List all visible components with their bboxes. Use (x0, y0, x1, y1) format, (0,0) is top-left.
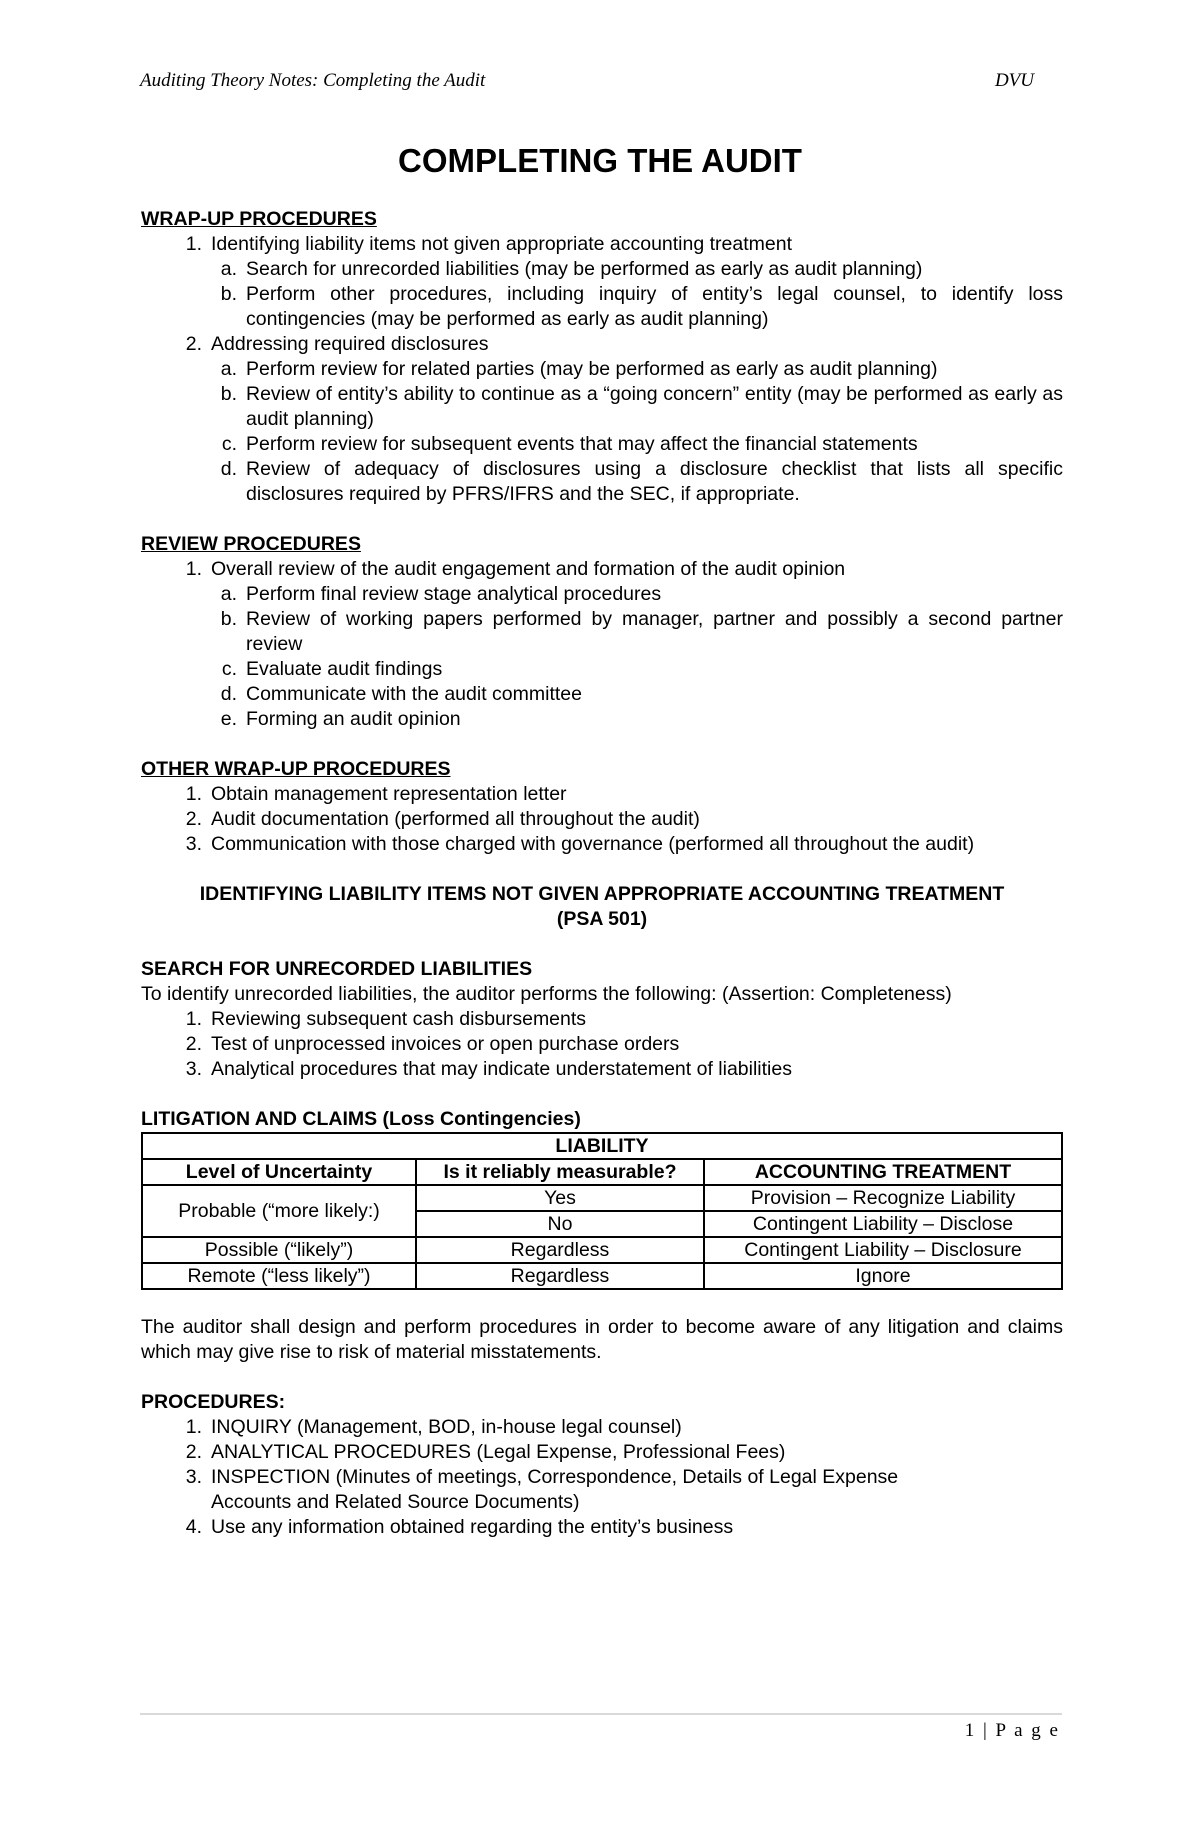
list-text: Review of adequacy of disclosures using a disclosure checklist that lists all specific disclosures required by PFRS/IFRS and the SEC, if appropriate. (246, 458, 1063, 505)
header-title: Auditing Theory Notes: Completing the Audit (140, 70, 486, 91)
list-letter: d. (220, 458, 237, 480)
list-letter: c. (221, 658, 237, 680)
list-item (141, 1440, 1063, 1465)
table-cell: Probable (“more likely:) (142, 1185, 416, 1237)
footer-divider (140, 1713, 1062, 1715)
list-letter: b. (220, 283, 237, 305)
section-heading-wrapup: WRAP-UP PROCEDURES (141, 208, 377, 230)
table-row (142, 1263, 1062, 1289)
list-text: Addressing required disclosures (211, 333, 489, 355)
search-intro: To identify unrecorded liabilities, the auditor performs the following: (Assertion: Completeness) (141, 983, 952, 1005)
sub-list-item (141, 607, 1063, 657)
list-number: 2. (185, 1441, 202, 1463)
list-text: Communication with those charged with governance (performed all throughout the audit) (211, 833, 975, 855)
list-letter: b. (220, 608, 237, 630)
list-number: 3. (185, 1466, 202, 1488)
list-text: Use any information obtained regarding the entity’s business (211, 1516, 734, 1538)
list-text: INSPECTION (Minutes of meetings, Correspondence, Details of Legal Expense Accounts and Related Source Documents) (211, 1466, 899, 1513)
section-heading-search: SEARCH FOR UNRECORDED LIABILITIES (141, 958, 533, 980)
list-text: Search for unrecorded liabilities (may be performed as early as audit planning) (246, 258, 923, 280)
table-row (142, 1237, 1062, 1263)
table-cell: Contingent Liability – Disclosure (704, 1237, 1062, 1263)
section-heading-review: REVIEW PROCEDURES (141, 533, 361, 555)
liability-table (141, 1132, 1063, 1290)
sub-list-item (141, 432, 1063, 457)
table-row (142, 1133, 1062, 1159)
list-item (141, 1465, 1063, 1515)
section-heading-other: OTHER WRAP-UP PROCEDURES (141, 758, 451, 780)
list-letter: d. (220, 683, 237, 705)
list-number: 4. (185, 1516, 202, 1538)
list-item (141, 232, 1063, 257)
list-item (141, 557, 1063, 582)
page-title: COMPLETING THE AUDIT (398, 142, 802, 179)
header-right: DVU (994, 70, 1034, 91)
sub-list-item (141, 457, 1063, 507)
list-item (141, 807, 1063, 832)
table-cell: Provision – Recognize Liability (704, 1185, 1062, 1211)
sub-list-item (141, 357, 1063, 382)
list-text: Reviewing subsequent cash disbursements (211, 1008, 587, 1030)
list-text: INQUIRY (Management, BOD, in-house legal counsel) (211, 1416, 682, 1438)
list-letter: c. (221, 433, 237, 455)
list-text: Identifying liability items not given appropriate accounting treatment (211, 233, 792, 255)
list-item (141, 1415, 1063, 1440)
list-text: Review of entity’s ability to continue as a “going concern” entity (may be performed as early as audit planning) (246, 383, 1063, 430)
list-text: Analytical procedures that may indicate understatement of liabilities (211, 1058, 792, 1080)
list-letter: e. (220, 708, 237, 730)
identifying-subheading: (PSA 501) (556, 908, 648, 930)
list-item (141, 1057, 1063, 1082)
list-number: 1. (185, 783, 202, 805)
list-text: Overall review of the audit engagement and formation of the audit opinion (211, 558, 846, 580)
table-cell: Regardless (416, 1263, 704, 1289)
list-text: Perform review for related parties (may be performed as early as audit planning) (246, 358, 938, 380)
table-cell: Regardless (416, 1237, 704, 1263)
sub-list-item (141, 257, 1063, 282)
table-cell: Ignore (704, 1263, 1062, 1289)
table-header-row (142, 1159, 1062, 1185)
document-body (141, 207, 1063, 1540)
list-item (141, 832, 1063, 857)
sub-list-item (141, 707, 1063, 732)
section-heading-litigation: LITIGATION AND CLAIMS (Loss Contingencies) (141, 1108, 581, 1130)
list-item (141, 1007, 1063, 1032)
list-text: Perform review for subsequent events that may affect the financial statements (246, 433, 918, 455)
table-cell: Yes (416, 1185, 704, 1211)
sub-list-item (141, 382, 1063, 432)
page-number: 1 | P a g e (964, 1720, 1060, 1741)
litigation-paragraph: The auditor shall design and perform procedures in order to become aware of any litigation and claims which may give rise to risk of material misstatements. (141, 1316, 1063, 1363)
list-text: Perform other procedures, including inquiry of entity’s legal counsel, to identify loss contingencies (may be performed as early as audit planning) (246, 283, 1063, 330)
list-text: Perform final review stage analytical procedures (246, 583, 662, 605)
list-number: 2. (185, 333, 202, 355)
table-row (142, 1185, 1062, 1211)
list-number: 3. (185, 1058, 202, 1080)
list-letter: a. (220, 583, 237, 605)
sub-list-item (141, 282, 1063, 332)
list-item (141, 1515, 1063, 1540)
column-header: ACCOUNTING TREATMENT (704, 1159, 1062, 1185)
list-item (141, 782, 1063, 807)
table-caption: LIABILITY (142, 1133, 1062, 1159)
list-letter: b. (220, 383, 237, 405)
list-number: 3. (185, 833, 202, 855)
column-header: Is it reliably measurable? (416, 1159, 704, 1185)
section-heading-procedures: PROCEDURES: (141, 1391, 286, 1413)
list-text: Audit documentation (performed all throughout the audit) (211, 808, 700, 830)
list-number: 2. (185, 808, 202, 830)
list-letter: a. (220, 358, 237, 380)
table-cell: No (416, 1211, 704, 1237)
table-cell: Contingent Liability – Disclose (704, 1211, 1062, 1237)
list-number: 1. (185, 1008, 202, 1030)
list-item (141, 332, 1063, 357)
sub-list-item (141, 582, 1063, 607)
list-number: 2. (185, 1033, 202, 1055)
list-text: Review of working papers performed by manager, partner and possibly a second partner review (246, 608, 1063, 655)
list-text: Obtain management representation letter (211, 783, 567, 805)
table-cell: Remote (“less likely”) (142, 1263, 416, 1289)
list-number: 1. (185, 1416, 202, 1438)
sub-list-item (141, 682, 1063, 707)
list-text: Evaluate audit findings (246, 658, 443, 680)
list-text: Test of unprocessed invoices or open purchase orders (211, 1033, 680, 1055)
identifying-heading: IDENTIFYING LIABILITY ITEMS NOT GIVEN APPROPRIATE ACCOUNTING TREATMENT (199, 883, 1005, 905)
list-number: 1. (185, 558, 202, 580)
list-text: Communicate with the audit committee (246, 683, 582, 705)
list-text: ANALYTICAL PROCEDURES (Legal Expense, Professional Fees) (211, 1441, 786, 1463)
sub-list-item (141, 657, 1063, 682)
list-letter: a. (220, 258, 237, 280)
list-text: Forming an audit opinion (246, 708, 461, 730)
table-cell: Possible (“likely”) (142, 1237, 416, 1263)
list-number: 1. (185, 233, 202, 255)
list-item (141, 1032, 1063, 1057)
column-header: Level of Uncertainty (142, 1159, 416, 1185)
